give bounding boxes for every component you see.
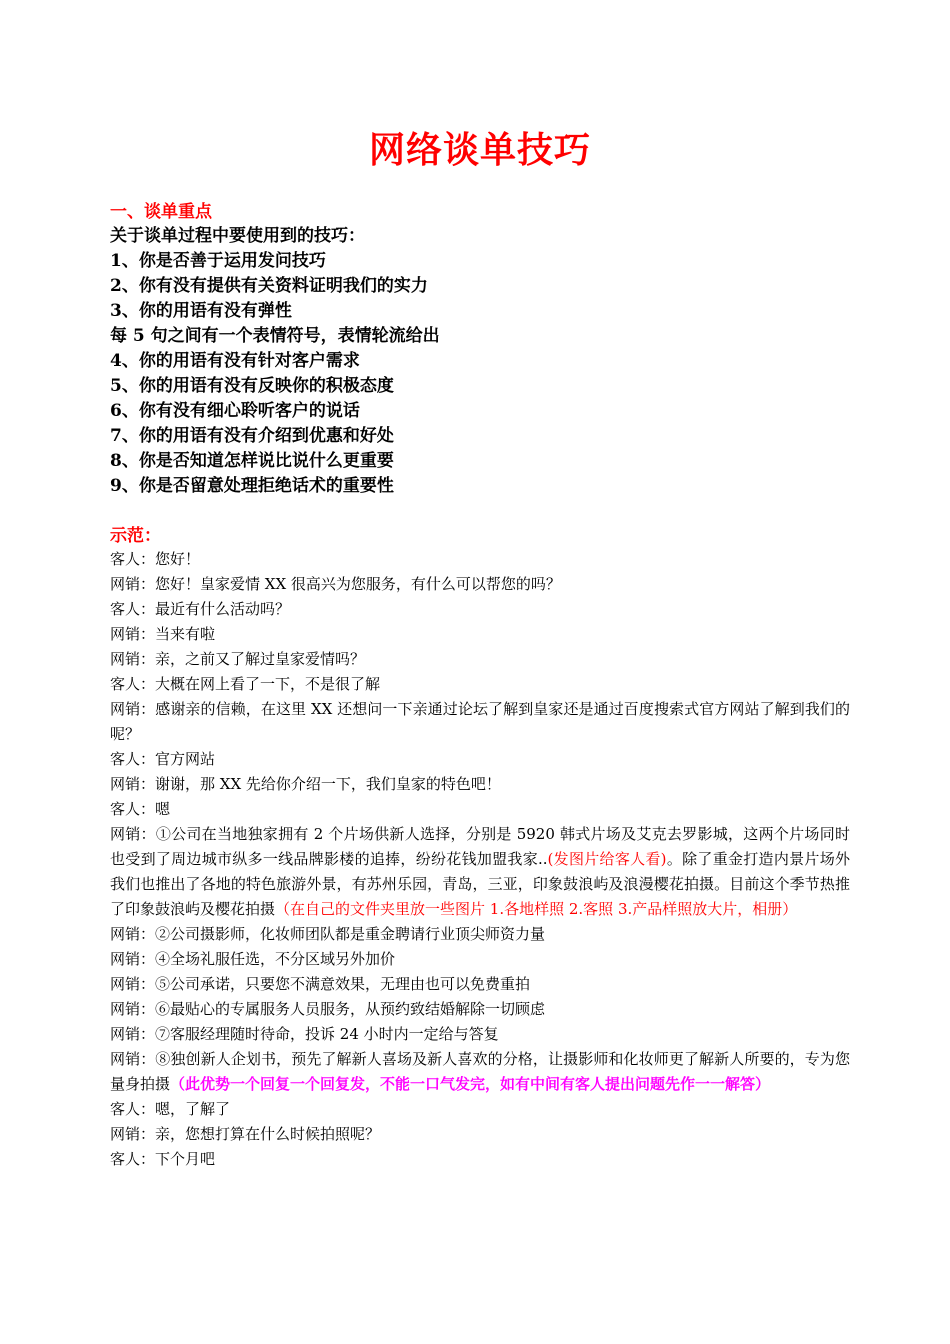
- dialog-line: 客人：下个月吧: [110, 1150, 216, 1168]
- dialog-line: 客人：嗯: [110, 800, 171, 818]
- demo-dialog: [110, 547, 850, 1172]
- dialog-line: 客人：官方网站: [110, 750, 216, 768]
- dialog-line-company-intro: [110, 822, 850, 922]
- section-heading-key-points: 一、谈单重点: [110, 202, 212, 222]
- dialog-line: 网销：②公司摄影师，化妆师团队都是重金聘请行业顶尖师资力量: [110, 925, 546, 943]
- dialog-line: 网销：感谢亲的信赖，在这里 XX 还想问一下亲通过论坛了解到皇家还是通过百度搜索式官方网站了解到我们的呢？: [110, 700, 850, 743]
- key-point-intro: 关于谈单过程中要使用到的技巧：: [110, 226, 365, 246]
- dialog-line: 网销：⑤公司承诺，只要您不满意效果，无理由也可以免费重拍: [110, 975, 531, 993]
- dialog-line: 客人：嗯，了解了: [110, 1100, 231, 1118]
- dialog-line: 网销：⑦客服经理随时待命，投诉 24 小时内一定给与答复: [110, 1025, 499, 1043]
- section-heading-demo: 示范：: [110, 526, 161, 546]
- dialog-line: 客人：大概在网上看了一下，不是很了解: [110, 675, 381, 693]
- dialog-line: 客人：您好！: [110, 550, 201, 568]
- planning-text: 网销：⑧独创新人企划书，预先了解新人喜场及新人喜欢的分格，让摄影师和化妆师更了解新人所要的，专为您量身拍摄: [110, 1050, 850, 1093]
- key-point-3: 3、你的用语有没有弹性: [110, 301, 292, 321]
- key-point-9: 9、你是否留意处理拒绝话术的重要性: [110, 476, 394, 496]
- dialog-line: 网销：亲，您想打算在什么时候拍照呢？: [110, 1125, 381, 1143]
- key-point-7: 7、你的用语有没有介绍到优惠和好处: [110, 426, 394, 446]
- key-point-4: 4、你的用语有没有针对客户需求: [110, 351, 360, 371]
- key-point-8: 8、你是否知道怎样说比说什么更重要: [110, 451, 394, 471]
- key-points-list: [110, 224, 850, 499]
- dialog-line: 网销：④全场礼服任选，不分区域另外加价: [110, 950, 396, 968]
- page-title: 网络谈单技巧: [368, 129, 591, 171]
- key-point-6: 6、你有没有细心聆听客户的说话: [110, 401, 360, 421]
- dialog-line: 网销：谢谢，那 XX 先给你介绍一下，我们皇家的特色吧！: [110, 775, 501, 793]
- company-intro-text-2: 。除了重金打造内景片场外我们也推出了各地的特色旅游外景，有苏州乐园，青岛，三亚，印象鼓浪屿及浪漫樱花拍摄。目前这个季节热推了印象鼓浪屿及樱花拍摄: [110, 850, 850, 918]
- key-point-1: 1、你是否善于运用发问技巧: [110, 251, 326, 271]
- key-point-5: 5、你的用语有没有反映你的积极态度: [110, 376, 394, 396]
- reply-one-by-one-note: （此优势一个回复一个回复发，不能一口气发完，如有中间有客人提出问题先作一一解答）: [170, 1075, 771, 1093]
- dialog-line: 客人：最近有什么活动吗？: [110, 600, 291, 618]
- dialog-line: 网销：当来有啦: [110, 625, 216, 643]
- dialog-line: 网销：⑥最贴心的专属服务人员服务，从预约致结婚解除一切顾虑: [110, 1000, 546, 1018]
- send-image-note: (发图片给客人看): [547, 850, 667, 868]
- dialog-line: 网销：亲，之前又了解过皇家爱情吗？: [110, 650, 366, 668]
- folder-images-note: （在自己的文件夹里放一些图片 1.各地样照 2.客照 3.产品样照放大片，相册）: [275, 900, 798, 918]
- key-point-2: 2、你有没有提供有关资料证明我们的实力: [110, 276, 428, 296]
- dialog-line: 网销：您好！皇家爱情 XX 很高兴为您服务，有什么可以帮您的吗？: [110, 575, 561, 593]
- key-point-emoji-note: 每 5 句之间有一个表情符号，表情轮流给出: [110, 326, 440, 346]
- dialog-line-planning: [110, 1047, 850, 1097]
- company-intro-text: 网销：①公司在当地独家拥有 2 个片场供新人选择，分别是 5920 韩式片场及艾克去罗影城，这两个片场同时也受到了周边城市纵多一线品牌影楼的追捧，纷纷花钱加盟我家..: [110, 825, 850, 868]
